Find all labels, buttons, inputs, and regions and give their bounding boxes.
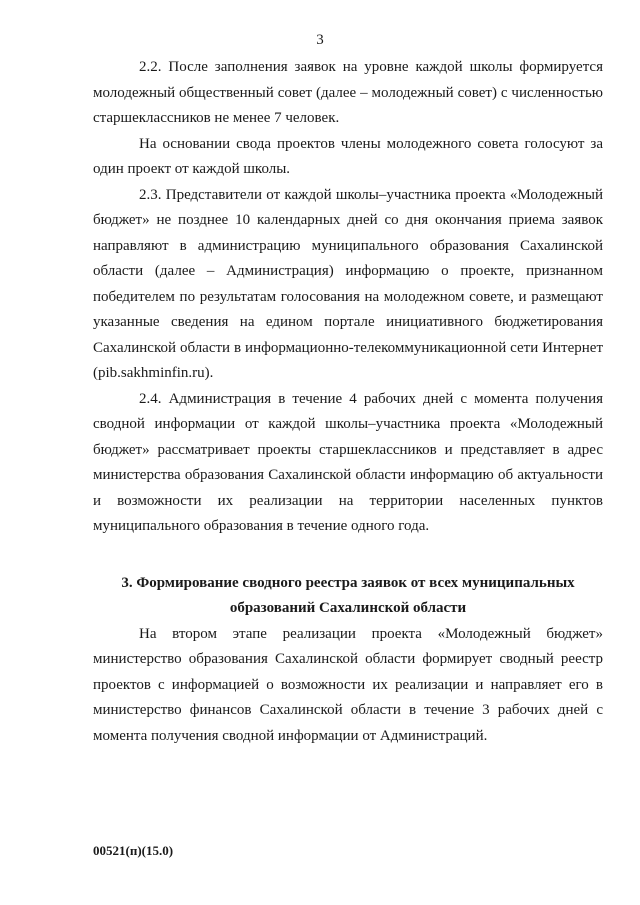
paragraph-2-4: 2.4. Администрация в течение 4 рабочих дней с момента получения сводной информации от каждой школы–участника проекта «Молодежный бюджет» рассматривает проекты старшеклассников и представляет в адрес министерства образования Сахалинской области информацию об актуальности и возможности их реализации на территории населенных пунктов муниципального образования в течение одного года. bbox=[93, 390, 603, 534]
paragraph-2-2: 2.2. После заполнения заявок на уровне каждой школы формируется молодежный общественный совет (далее – молодежный совет) с численностью старшеклассников не менее 7 человек. bbox=[93, 59, 603, 126]
document-body bbox=[93, 55, 603, 749]
paragraph-2-3: 2.3. Представители от каждой школы–участника проекта «Молодежный бюджет» не позднее 10 календарных дней со дня окончания приема заявок направляют в администрацию муниципального образования Сахалинской области (далее – Администрация) информацию о проекте, признанном победителем по результатам голосования на молодежном совете, и размещают указанные сведения на едином портале инициативного бюджетирования Сахалинской области в информационно-телекоммуникационной сети Интернет (pib.sakhminfin.ru). bbox=[93, 186, 603, 381]
section-3-heading bbox=[93, 571, 603, 622]
page-number: 3 bbox=[316, 32, 324, 48]
section-3-heading-line-1: 3. Формирование сводного реестра заявок от всех муниципальных bbox=[121, 574, 575, 591]
paragraph-section-3: На втором этапе реализации проекта «Молодежный бюджет» министерство образования Сахалинской области формирует сводный реестр проектов с информацией о возможности их реализации и направляет его в министерство финансов Сахалинской области в течение 3 рабочих дней с момента получения сводной информации от Администраций. bbox=[93, 625, 603, 744]
section-3-heading-line-2: образований Сахалинской области bbox=[229, 600, 467, 616]
document-code: 00521(п)(15.0) bbox=[93, 843, 174, 858]
paragraph-voting: На основании свода проектов члены молодежного совета голосуют за один проект от каждой школы. bbox=[93, 135, 603, 177]
